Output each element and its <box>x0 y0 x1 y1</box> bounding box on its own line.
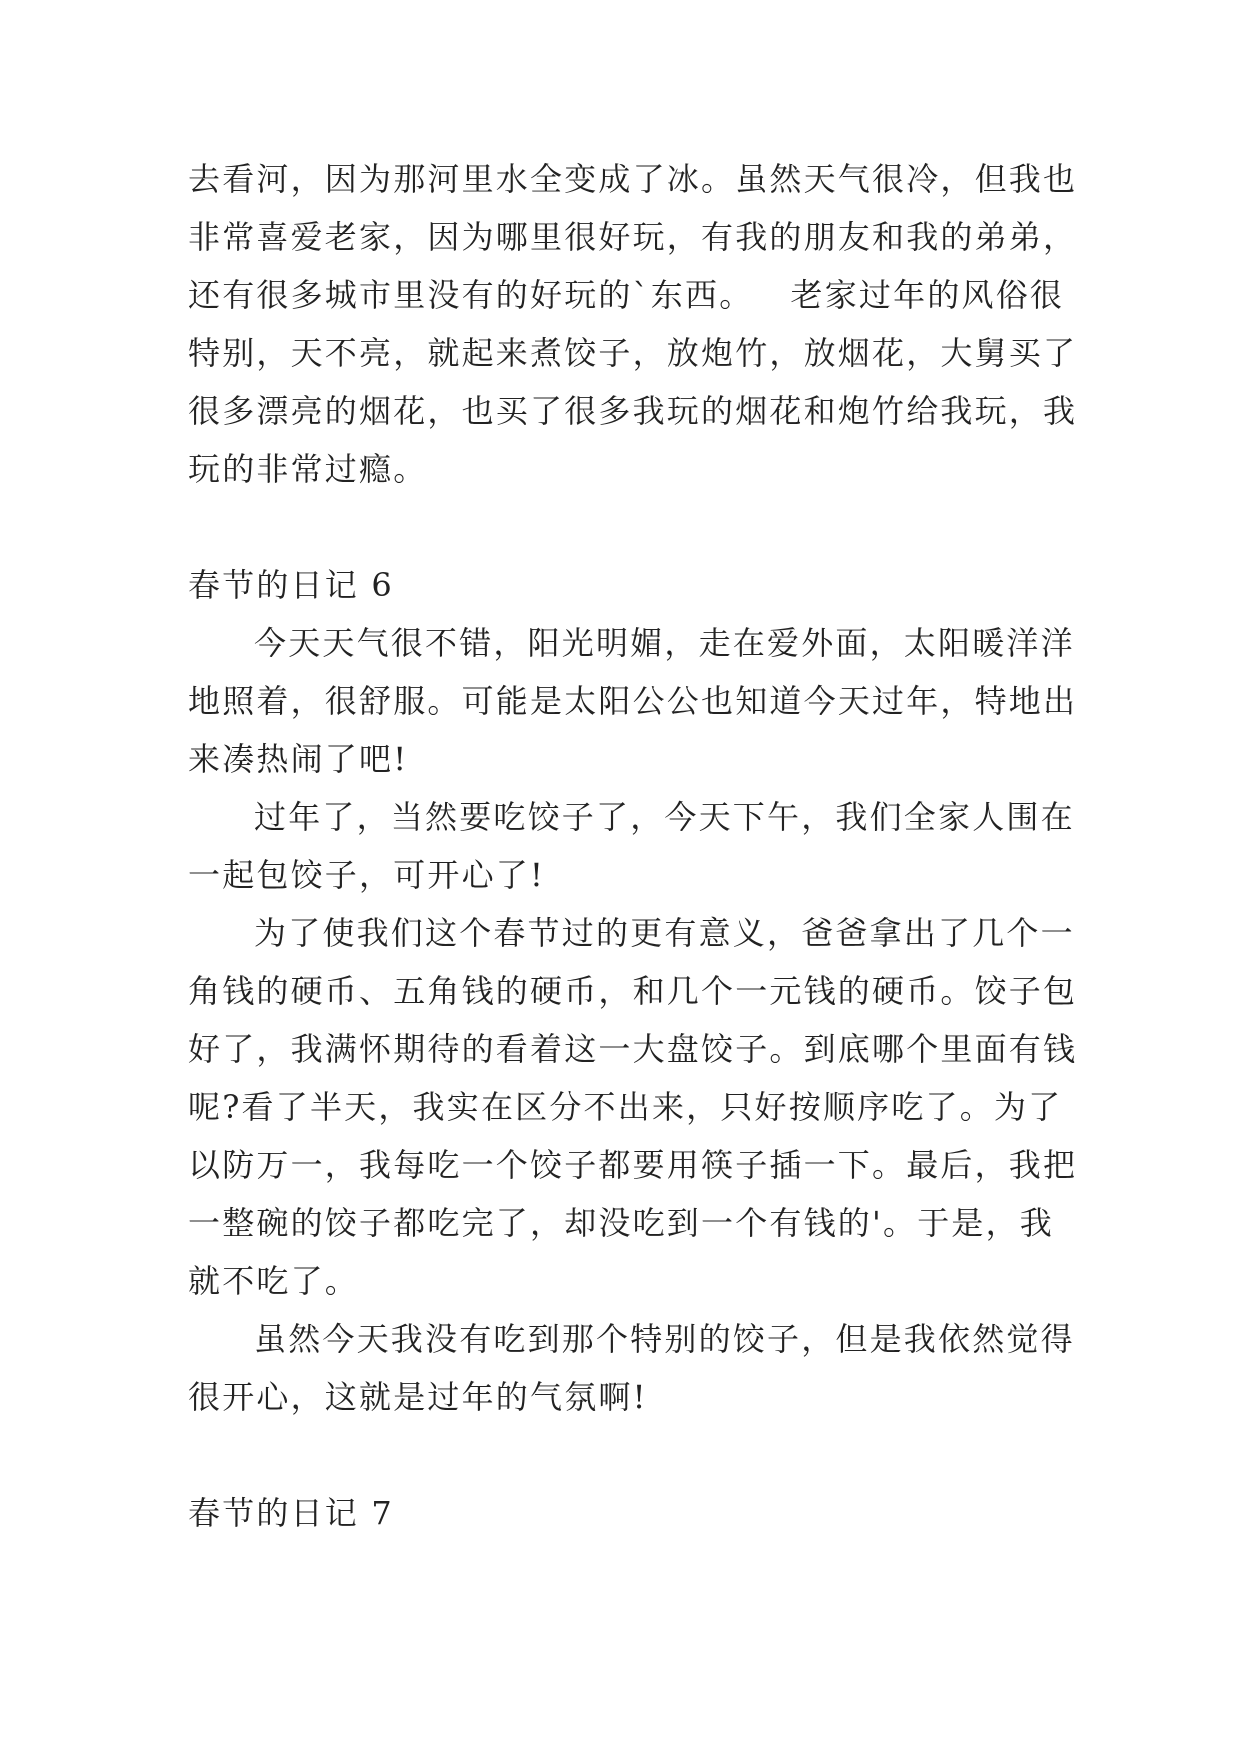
text-line: 好了，我满怀期待的看着这一大盘饺子。到底哪个里面有钱 <box>188 1030 1078 1068</box>
text-line: 来凑热闹了吧! <box>188 740 409 778</box>
document-page <box>188 150 1078 1542</box>
text-line: 为了使我们这个春节过的更有意义，爸爸拿出了几个一 <box>254 914 1075 952</box>
text-line: 虽然今天我没有吃到那个特别的饺子，但是我依然觉得 <box>254 1320 1075 1358</box>
text-line: 地照着，很舒服。可能是太阳公公也知道今天过年，特地出 <box>188 682 1078 720</box>
text-line: 特别，天不亮，就起来煮饺子，放炮竹，放烟花，大舅买了 <box>188 334 1078 372</box>
section-spacer <box>188 498 1068 556</box>
text-line: 就不吃了。 <box>188 1262 360 1300</box>
text-line: 今天天气很不错，阳光明媚，走在爱外面，太阳暖洋洋 <box>254 624 1075 662</box>
text-line: 非常喜爱老家，因为哪里很好玩，有我的朋友和我的弟弟， <box>188 218 1078 256</box>
diary-7-title: 春节的日记 7 <box>188 1494 394 1532</box>
text-line: 还有很多城市里没有的好玩的`东西。 老家过年的风俗很 <box>188 276 1065 314</box>
text-line: 去看河，因为那河里水全变成了冰。虽然天气很冷，但我也 <box>188 160 1078 198</box>
text-line: 玩的非常过瘾。 <box>188 450 428 488</box>
text-line: 以防万一，我每吃一个饺子都要用筷子插一下。最后，我把 <box>188 1146 1078 1184</box>
text-line: 过年了，当然要吃饺子了，今天下午，我们全家人围在 <box>254 798 1075 836</box>
text-line: 一起包饺子，可开心了! <box>188 856 546 894</box>
diary-6-paragraph-2 <box>188 788 1075 904</box>
text-line: 很开心，这就是过年的气氛啊! <box>188 1378 648 1416</box>
text-line: 角钱的硬币、五角钱的硬币，和几个一元钱的硬币。饺子包 <box>188 972 1078 1010</box>
intro-paragraph <box>188 150 1078 498</box>
diary-6-paragraph-1 <box>188 614 1078 788</box>
diary-6-title: 春节的日记 6 <box>188 566 394 604</box>
diary-6-paragraph-3 <box>188 904 1078 1310</box>
text-line: 呢?看了半天，我实在区分不出来，只好按顺序吃了。为了 <box>188 1088 1063 1126</box>
diary-6-paragraph-4 <box>188 1310 1075 1426</box>
section-spacer <box>188 1426 1068 1484</box>
text-line: 很多漂亮的烟花，也买了很多我玩的烟花和炮竹给我玩，我 <box>188 392 1078 430</box>
text-line: 一整碗的饺子都吃完了，却没吃到一个有钱的'。于是，我 <box>188 1204 1054 1242</box>
